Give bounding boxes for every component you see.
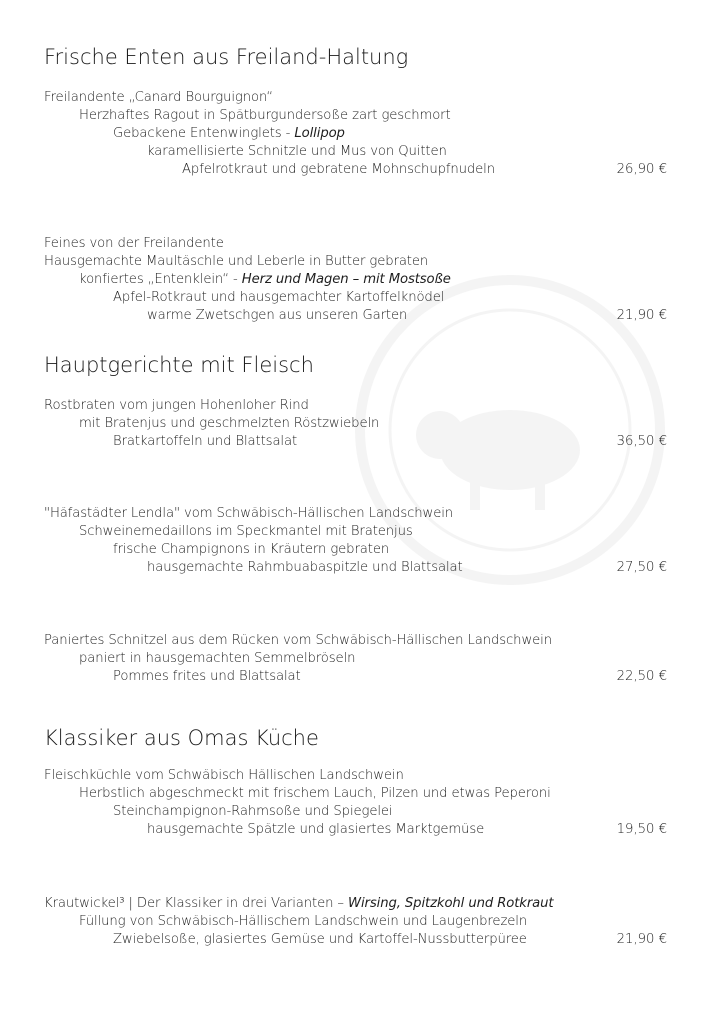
dish-price: 36,50 € xyxy=(616,434,667,449)
dish-price: 22,50 € xyxy=(616,669,667,684)
dish-name: "Häfastädter Lendla" vom Schwäbisch-Hällischen Landschwein xyxy=(44,506,454,521)
dish-name: Paniertes Schnitzel aus dem Rücken vom Schwäbisch-Hällischen Landschwein xyxy=(44,633,552,648)
dish-price: 19,50 € xyxy=(616,822,667,837)
dish-name: Feines von der Freilandente xyxy=(44,236,224,251)
dish-name: Krautwickel³ | Der Klassiker in drei Varianten – Wirsing, Spitzkohl und Rotkraut xyxy=(44,896,554,911)
dish-description: Herzhaftes Ragout in Spätburgundersoße zart geschmort xyxy=(79,108,451,123)
dish-description: Apfelrotkraut und gebratene Mohnschupfnudeln xyxy=(182,162,496,177)
dish-description: mit Bratenjus und geschmelzten Röstzwiebeln xyxy=(79,416,380,431)
dish-description: paniert in hausgemachten Semmelbröseln xyxy=(79,651,356,666)
dish-name: Fleischküchle vom Schwäbisch Hällischen Landschwein xyxy=(44,768,404,783)
dish-description: hausgemachte Rahmbuabaspitzle und Blattsalat xyxy=(147,560,463,575)
dish-description: Apfel-Rotkraut und hausgemachter Kartoffelknödel xyxy=(113,290,445,305)
dish-description: Zwiebelsoße, glasiertes Gemüse und Kartoffel-Nussbutterpüree xyxy=(113,932,527,947)
dish-description: frische Champignons in Kräutern gebraten xyxy=(113,542,390,557)
dish-price: 27,50 € xyxy=(616,560,667,575)
dish-price: 21,90 € xyxy=(616,308,667,323)
dish-description: warme Zwetschgen aus unseren Garten xyxy=(147,308,408,323)
section-title-klassiker: Klassiker aus Omas Küche xyxy=(44,726,319,750)
dish-description: Bratkartoffeln und Blattsalat xyxy=(113,434,298,449)
section-title-hauptgerichte: Hauptgerichte mit Fleisch xyxy=(44,353,314,377)
dish-name: Freilandente „Canard Bourguignon“ xyxy=(44,90,274,105)
dish-description: Hausgemachte Maultäschle und Leberle in Butter gebraten xyxy=(44,254,429,269)
dish-description: Herbstlich abgeschmeckt mit frischem Lauch, Pilzen und etwas Peperoni xyxy=(79,786,551,801)
dish-description: Gebackene Entenwinglets - Lollipop xyxy=(113,126,345,141)
dish-price: 21,90 € xyxy=(616,932,667,947)
dish-description: Füllung von Schwäbisch-Hällischem Landschwein und Laugenbrezeln xyxy=(79,914,528,929)
section-title-enten: Frische Enten aus Freiland-Haltung xyxy=(44,45,409,69)
dish-description: karamellisierte Schnitzle und Mus von Quitten xyxy=(147,144,447,159)
dish-description: hausgemachte Spätzle und glasiertes Marktgemüse xyxy=(147,822,485,837)
dish-price: 26,90 € xyxy=(616,162,667,177)
dish-description: Schweinemedaillons im Speckmantel mit Bratenjus xyxy=(79,524,413,539)
dish-description: Pommes frites und Blattsalat xyxy=(113,669,301,684)
dish-description: Steinchampignon-Rahmsoße und Spiegelei xyxy=(113,804,393,819)
dish-description: konfiertes „Entenklein“ - Herz und Magen – mit Mostsoße xyxy=(79,272,451,287)
dish-name: Rostbraten vom jungen Hohenloher Rind xyxy=(44,398,309,413)
